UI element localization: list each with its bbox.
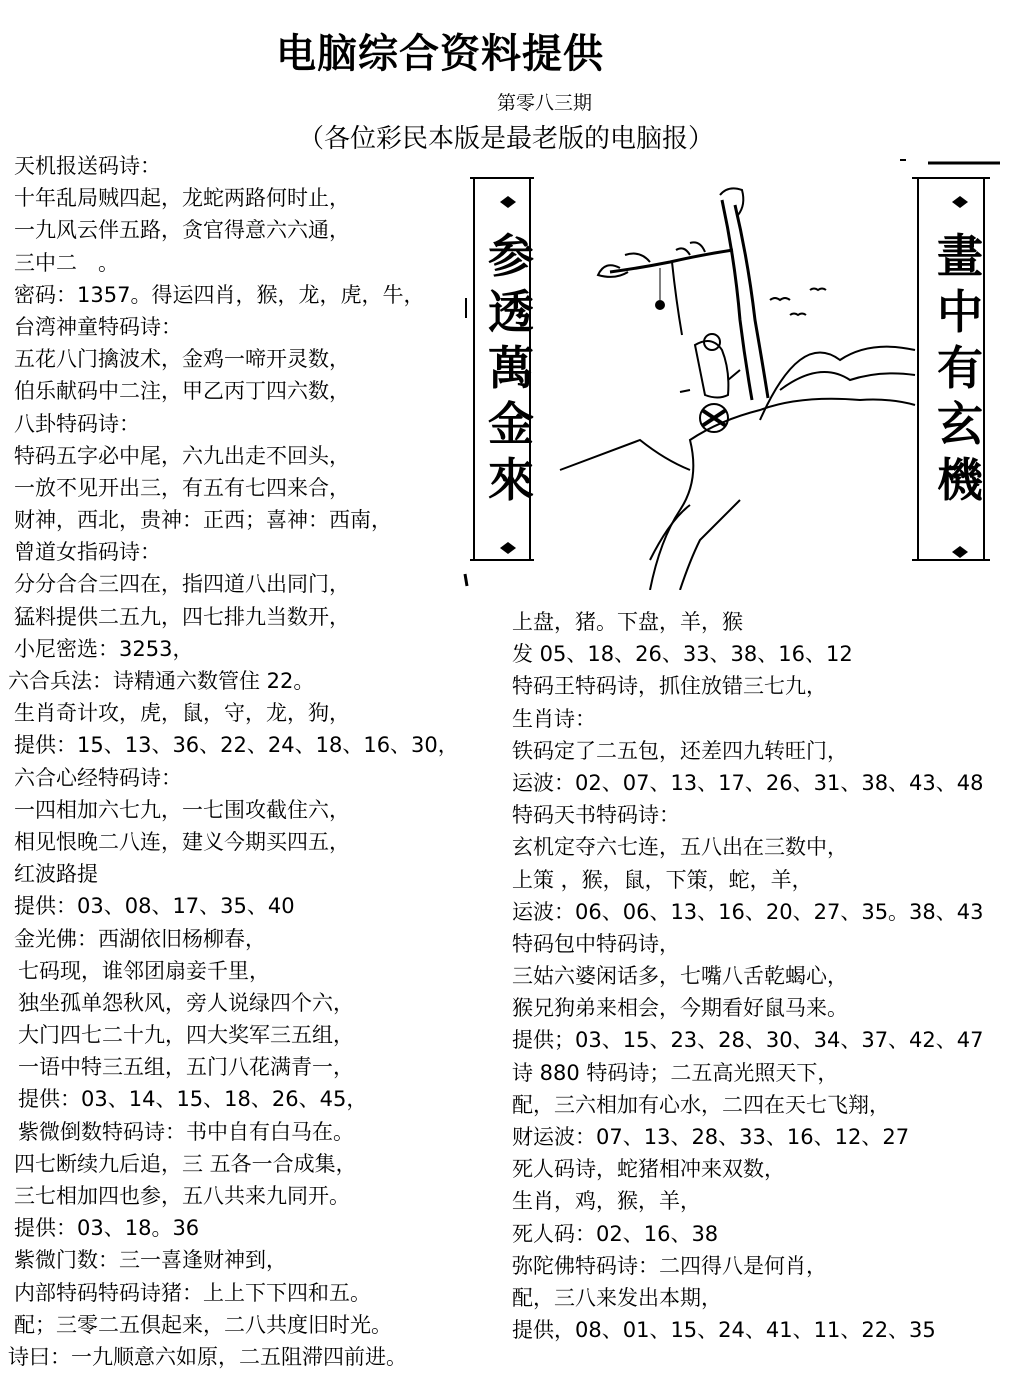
text-line: 提供：03、14、15、18、26、45， [18, 1087, 368, 1112]
subtitle: （各位彩民本版是最老版的电脑报） [297, 124, 714, 154]
text-line: 金光佛：西湖依旧杨柳春， [14, 926, 266, 951]
text-line: 台湾神童特码诗： [14, 314, 182, 339]
landscape-illustration [462, 150, 1008, 590]
right-text-column [512, 606, 1002, 1346]
banner-left-char: 参 [488, 229, 534, 283]
text-line: 猛料提供二五九，四七排九当数开， [14, 604, 350, 629]
text-line: 提供：03、18。36 [14, 1216, 200, 1241]
text-line: 五花八门擒波术，金鸡一啼开灵数， [14, 347, 350, 372]
text-line: 配；三零二五倶起来，二八共度旧时光。 [14, 1312, 392, 1337]
text-line: 一四相加六七九，一七围攻截住六， [14, 797, 350, 822]
text-line: 发 05、18、26、33、38、16、12 [512, 642, 853, 667]
distant-mountains [560, 347, 915, 470]
issue-number: 第零八三期 [497, 92, 593, 114]
text-line: 配，三六相加有心水，二四在天七飞翔， [512, 1092, 890, 1117]
birds [770, 289, 826, 316]
banner-right-char: 畫 [937, 229, 983, 283]
text-line: 生肖奇计攻，虎，鼠，守，龙，狗， [14, 701, 350, 726]
banner-right-char: 中 [937, 285, 983, 339]
text-line: 特码天书特码诗： [512, 803, 680, 828]
text-line: 六合心经特码诗： [14, 765, 182, 790]
tree-trunk [722, 200, 768, 400]
banner-left-char: 金 [488, 397, 534, 451]
text-line: 内部特码特码诗猪：上上下下四和五。 [14, 1280, 371, 1305]
right-banner-mark-top [952, 196, 968, 208]
text-line: 提供：03、08、17、35、40 [14, 894, 295, 919]
text-line: 诗 880 特码诗；二五高光照天下， [512, 1060, 839, 1085]
text-line: 天机报送码诗： [14, 154, 161, 178]
text-line: 提供：15、13、36、22、24、18、16、30， [14, 733, 459, 758]
page-title: 电脑综合资料提供 [276, 31, 604, 77]
text-line: 玄机定夺六七连，五八出在三数中， [512, 835, 848, 860]
text-line: 死人码诗，蛇猪相冲来双数， [512, 1157, 785, 1182]
text-line: 上盘，猪。下盘，羊，猴 [512, 610, 743, 634]
banner-right-char: 有 [937, 341, 983, 395]
left-banner-mark-top [500, 196, 516, 208]
text-line: 财运波：07、13、28、33、16、12、27 [512, 1125, 910, 1149]
banner-right-char: 機 [937, 453, 983, 507]
text-line: 三中二 。 [14, 250, 119, 275]
text-line: 四七断续九后追，三 五各一合成集， [14, 1151, 357, 1176]
rope [672, 262, 682, 335]
text-line: 三姑六婆闲话多，七嘴八舌乾蝎心， [512, 964, 848, 989]
text-line: 猴兄狗弟来相会，今期看好鼠马来。 [512, 996, 848, 1021]
text-line: 一语中特三五组，五门八花满青一， [18, 1055, 354, 1080]
text-line: 紫微倒数特码诗：书中自有白马在。 [18, 1119, 354, 1144]
text-line: 生肖，鸡，猴，羊， [512, 1189, 701, 1214]
text-line: 曾道女指码诗： [14, 540, 161, 565]
text-line: 死人码：02、16、38 [512, 1221, 719, 1246]
text-line: 相见恨晚二八连，建义今期买四五， [14, 829, 350, 854]
text-line: 诗曰：一九顺意六如原，二五阻滞四前进。 [8, 1344, 407, 1369]
text-line: 独坐孤单怨秋风，旁人说绿四个六， [18, 990, 354, 1015]
text-line: 生肖诗： [512, 706, 596, 731]
text-line: 紫微门数：三一喜逢财神到， [14, 1248, 287, 1273]
text-line: 分分合合三四在，指四道八出同门， [14, 572, 350, 597]
text-line: 运波：02、07、13、17、26、31、38、43、48 [512, 770, 984, 795]
text-line: 小尼密选：3253， [14, 636, 194, 661]
text-line: 特码包中特码诗， [512, 931, 680, 956]
text-line: 八卦特码诗： [14, 411, 140, 436]
banner-left-char: 透 [488, 285, 534, 339]
text-line: 运波：06、06、13、16、20、27、35。38、43 [512, 899, 984, 924]
text-line: 七码现，谁邻团扇妾千里， [18, 958, 270, 983]
text-line: 提供；03、15、23、28、30、34、37、42、47 [512, 1028, 984, 1053]
left-banner-mark-bottom [500, 542, 516, 554]
banner-right-char: 玄 [937, 397, 983, 451]
text-line: 十年乱局贼四起，龙蛇两路何时止， [14, 186, 350, 211]
banner-left-text [482, 228, 540, 508]
text-line: 伯乐献码中二注，甲乙丙丁四六数， [14, 379, 350, 404]
text-line: 红波路提 [14, 862, 98, 887]
text-line: 一九风云伴五路，贪官得意六六通， [14, 218, 350, 243]
left-text-column [8, 150, 474, 1373]
text-line: 大门四七二十九，四大奖军三五组， [18, 1023, 354, 1048]
text-line: 密码：1357。得运四肖，猴，龙，虎，牛， [14, 282, 425, 307]
text-line: 三七相加四也参，五八共来九同开。 [14, 1184, 350, 1208]
text-line: 一放不见开出三，有五有七四来合， [14, 475, 350, 500]
text-line: 上策 ，猴，鼠，下策，蛇，羊， [512, 867, 813, 892]
right-banner-mark-bottom [952, 546, 968, 558]
text-line: 配，三八来发出本期， [512, 1285, 722, 1310]
text-line: 铁码定了二五包，还差四九转旺门， [512, 738, 848, 763]
text-line: 提供，08、01、15、24、41、11、22、35 [512, 1318, 936, 1343]
text-line: 特码王特码诗，抓住放错三七九， [512, 674, 827, 699]
banner-left-char: 萬 [488, 341, 534, 395]
text-line: 六合兵法：诗精通六数管住 22。 [8, 669, 315, 693]
text-line: 财神，西北，贵神：正西；喜神：西南， [14, 508, 392, 533]
banner-right-text [930, 228, 990, 508]
text-line: 特码五字必中尾，六九出走不回头， [14, 443, 350, 468]
banner-left-char: 來 [488, 453, 534, 507]
text-line: 弥陀佛特码诗：二四得八是何肖， [512, 1253, 827, 1278]
